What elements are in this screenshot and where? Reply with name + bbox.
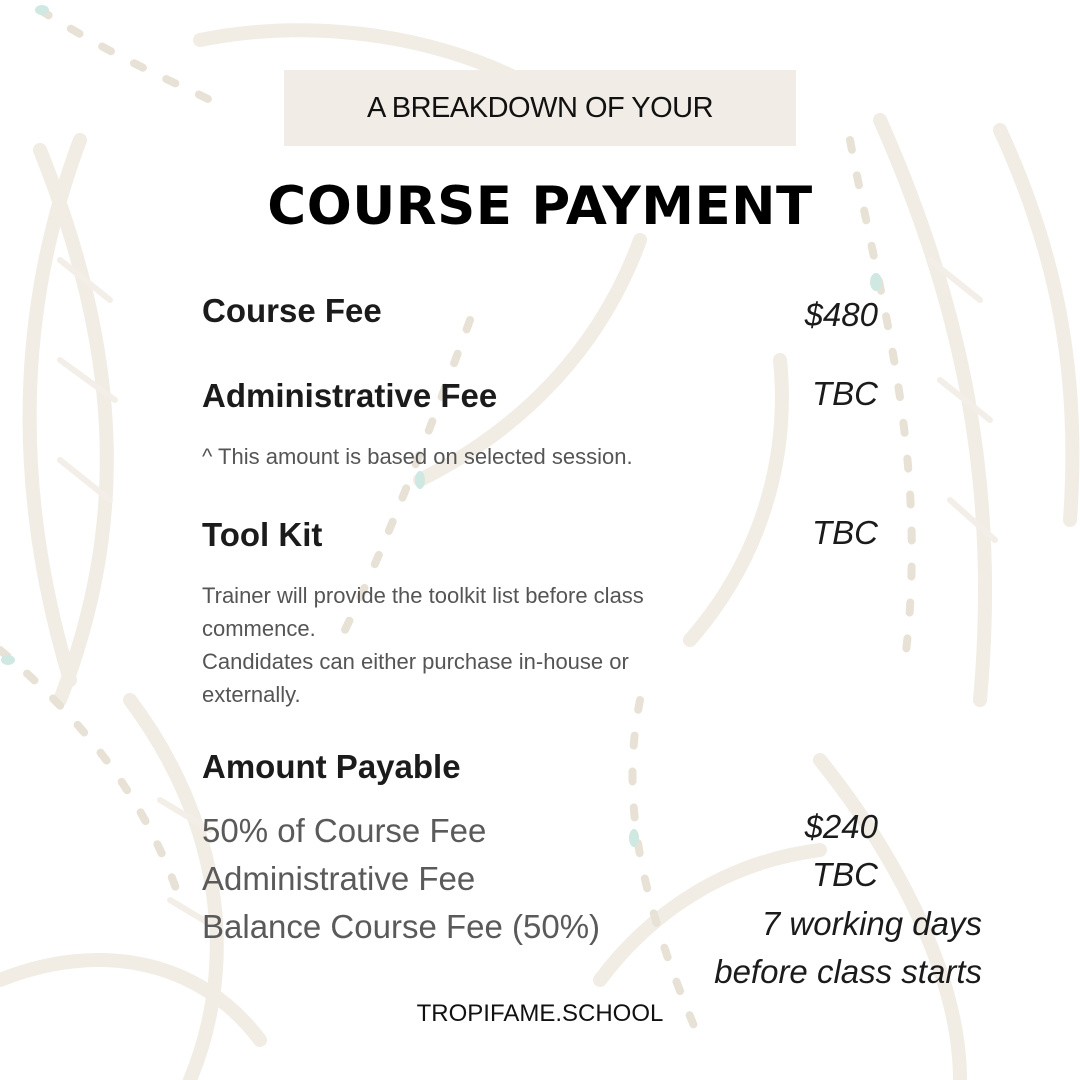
admin-fee-label: Administrative Fee xyxy=(202,377,498,414)
tool-kit-note-line: Trainer will provide the toolkit list before class xyxy=(202,583,644,608)
balance-due-value xyxy=(652,900,982,996)
payable-row-label: Balance Course Fee (50%) xyxy=(202,908,601,945)
page-title: COURSE PAYMENT xyxy=(267,176,813,237)
amount-payable-heading: Amount Payable xyxy=(202,748,461,785)
payable-row-label: 50% of Course Fee xyxy=(202,812,487,849)
tool-kit-note-line: externally. xyxy=(202,682,301,707)
course-fee-label: Course Fee xyxy=(202,292,382,329)
course-fee-value: $480 xyxy=(804,296,878,333)
tool-kit-note xyxy=(202,579,644,711)
footer-website: TROPIFAME.SCHOOL xyxy=(416,1000,664,1027)
admin-fee-note: ^ This amount is based on selected session. xyxy=(202,444,633,469)
tool-kit-note-line: Candidates can either purchase in-house or xyxy=(202,649,629,674)
header-subtitle: A BREAKDOWN OF YOUR xyxy=(366,91,714,124)
admin-fee-value: TBC xyxy=(812,375,878,412)
balance-due-line: before class starts xyxy=(714,953,982,990)
header-box xyxy=(284,70,796,146)
balance-due-line: 7 working days xyxy=(761,905,982,942)
tool-kit-value: TBC xyxy=(812,514,878,551)
tool-kit-note-line: commence. xyxy=(202,616,316,641)
payable-row-value: TBC xyxy=(812,856,878,893)
payable-row-label: Administrative Fee xyxy=(202,860,476,897)
tool-kit-label: Tool Kit xyxy=(202,516,323,553)
payable-row-value: $240 xyxy=(804,808,878,845)
